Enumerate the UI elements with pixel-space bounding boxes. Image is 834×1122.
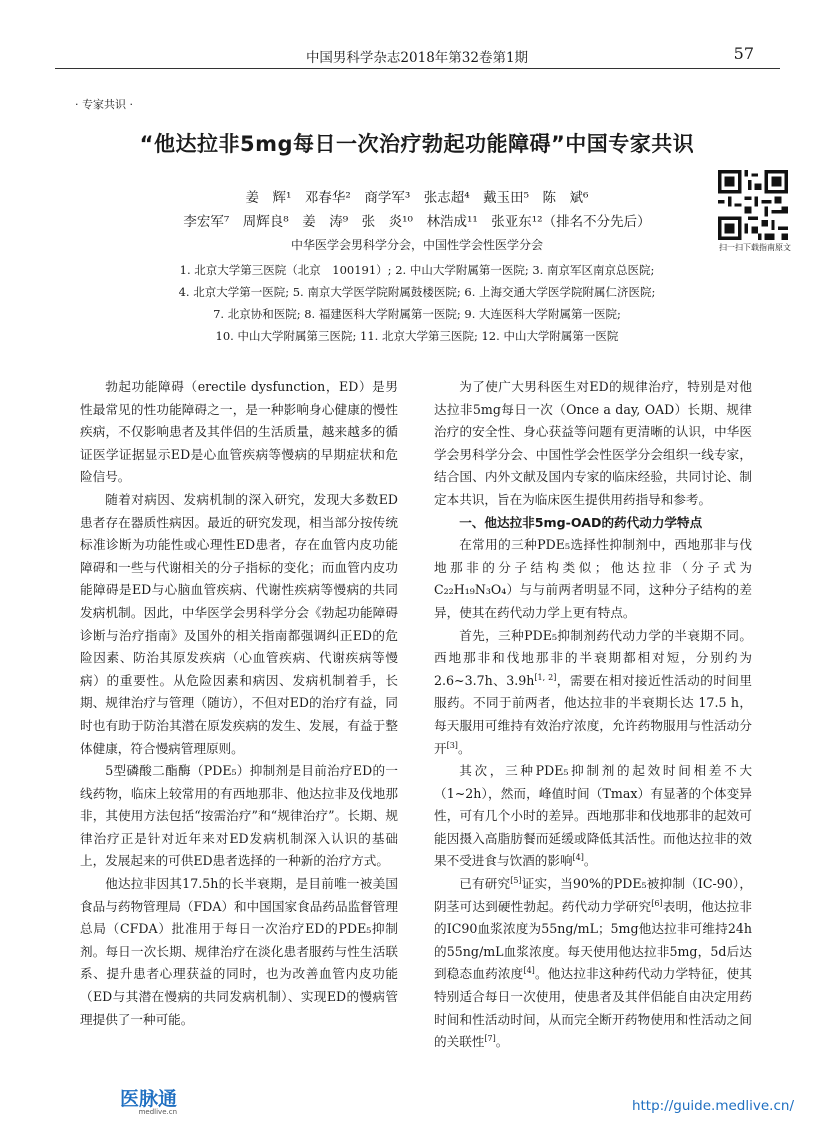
affiliation-4: 10. 中山大学附属第三医院; 11. 北京大学第三医院; 12. 中山大学附属第一医院: [215, 329, 619, 343]
citation[interactable]: [6]: [651, 898, 663, 908]
citation[interactable]: [5]: [510, 875, 522, 885]
paragraph: 在常用的三种PDE₅选择性抑制剂中，西地那非与伐地那非的分子结构类似；他达拉非（分子式为C₂₂H₁₉N₃O₄）与与前两者明显不同，这种分子结构的差异，使其在药代动力学上更有特点。: [434, 537, 752, 620]
affiliation-2: 4. 北京大学第一医院; 5. 南京大学医学院附属鼓楼医院; 6. 上海交通大学医学院附属仁济医院;: [178, 285, 656, 299]
qr-code[interactable]: [718, 170, 788, 240]
citation[interactable]: [1, 2]: [534, 672, 557, 682]
citation[interactable]: [4]: [572, 853, 584, 863]
header-rule: [55, 68, 780, 69]
text-run: 首先，三种PDE₅抑制剂药代动力学的半衰期不同。西地那非和伐地那非的半衰期都相对短，分别约为2.6~3.7h、3.9h: [434, 627, 752, 688]
article-title: “他达拉非5mg每日一次治疗勃起功能障碍”中国专家共识: [139, 132, 695, 156]
paragraph: 勃起功能障碍（erectile dysfunction，ED）是男性最常见的性功能障碍之一，是一种影响身心健康的慢性疾病，不仅影响患者及其伴侣的生活质量，越来越多的循证医学证据显示ED是心血管疾病等慢病的早期症状和危险信号。: [80, 379, 398, 485]
text-run: 已有研究: [459, 876, 511, 892]
paragraph: 其次，三种PDE₅抑制剂的起效时间相差不大（1~2h），然而，峰值时间（Tmax）有显著的个体变异性，可有几个小时的差异。西地那非和伐地那非的起效可能因摄入高脂肪餐而延缓或降低其活性。而他达拉非的效果不受进食与饮酒的影响[4]。: [434, 763, 752, 869]
section-heading: 一、他达拉非5mg-OAD的药代动力学特点: [459, 514, 703, 530]
logo-text: 医脉通: [120, 1088, 178, 1110]
affiliation-3: 7. 北京协和医院; 8. 福建医科大学附属第一医院; 9. 大连医科大学附属第一医院;: [213, 307, 621, 321]
right-column: [434, 376, 752, 1054]
paragraph: 为了使广大男科医生对ED的规律治疗，特别是对他达拉非5mg每日一次（Once a day, OAD）长期、规律治疗的安全性、身心获益等问题有更清晰的认识，中华医学会男科学分会、中国性学会性医学分会组织一线专家，结合国、内外文献及国内专家的临床经验，共同讨论、制定本共识，旨在为临床医生提供用药指导和参考。: [434, 379, 752, 507]
logo-subtext: medlive.cn: [138, 1108, 178, 1116]
running-header: 中国男科学杂志2018年第32卷第1期: [305, 50, 529, 66]
medlive-logo[interactable]: [120, 1084, 177, 1116]
text-run: 证实，当90%的PDE₅被抑制（IC-90），阴茎可达到硬性勃起。药代动力学研究: [434, 876, 752, 914]
paragraph: 随着对病因、发病机制的深入研究，发现大多数ED患者存在器质性病因。最近的研究发现，相当部分按传统标准诊断为功能性或心理性ED患者，存在血管内皮功能障碍和一些与代谢相关的分子指标的变化；而血管内皮功能障碍是ED与心脑血管疾病、代谢性疾病等慢病的共同发病机制。因此，中华医学会男科学分会《勃起功能障碍诊断与治疗指南》及国外的相关指南都强调纠正ED的危险因素、防治其原发疾病（心血管疾病、代谢疾病等慢病）的重要性。从危险因素和病因、发病机制着手，长期、规律治疗与管理（随访），不但对ED的治疗有益，同时也有助于防治其潜在原发疾病的发生、发展，有益于整体健康，符合慢病管理原则。: [80, 491, 398, 756]
organization: 中华医学会男科学分会，中国性学会性医学分会: [290, 238, 543, 252]
paragraph: 5型磷酸二酯酶（PDE₅）抑制剂是目前治疗ED的一线药物，临床上较常用的有西地那非、他达拉非及伐地那非，其使用方法包括“按需治疗”和“规律治疗”。长期、规律治疗正是针对近年来对ED发病机制深入认识的基础上，发展起来的可供ED患者选择的一种新的治疗方式。: [80, 763, 398, 869]
citation[interactable]: [4]: [523, 966, 535, 976]
page-number: 57: [733, 44, 754, 63]
text-run: 其次，三种PDE₅抑制剂的起效时间相差不大（1~2h），然而，峰值时间（Tmax）有显著的个体变异性，可有几个小时的差异。西地那非和伐地那非的起效可能因摄入高脂肪餐而延缓或降低其活性。而他达拉非的效果不受进食与饮酒的影响: [434, 763, 752, 869]
qr-caption: 扫一扫下载指南原文: [719, 243, 791, 252]
citation[interactable]: [7]: [484, 1034, 496, 1044]
footer-url-link[interactable]: http://guide.medlive.cn/: [631, 1098, 794, 1114]
authors-line-1: 姜 辉¹ 邓春华² 商学军³ 张志超⁴ 戴玉田⁵ 陈 斌⁶: [245, 190, 589, 206]
paragraph: 首先，三种PDE₅抑制剂药代动力学的半衰期不同。西地那非和伐地那非的半衰期都相对短，分别约为2.6~3.7h、3.9h[1, 2]，需要在相对接近性活动的时间里服药。不同于前两者，他达拉非的半衰期长达 17.5 h，每天服用可维持有效治疗浓度，允许药物服用与性活动分开[3]。: [434, 627, 753, 756]
text-run: 表明，他达拉非的IC90血浆浓度为55ng/mL；5mg他达拉非可维持24h的55ng/mL血浆浓度。每天使用他达拉非5mg，5d后达到稳态血药浓度: [434, 898, 753, 982]
citation[interactable]: [3]: [446, 740, 458, 750]
left-column: [80, 376, 398, 1031]
text-run: ，需要在相对接近性活动的时间里服药。不同于前两者，他达拉非的半衰期长达 17.5 h，每天服用可维持有效治疗浓度，允许药物服用与性活动分开: [434, 672, 753, 756]
text-run: 。他达拉非这种药代动力学特征，使其特别适合每日一次使用，使患者及其伴侣能自由决定用药时间和性活动时间，从而完全断开药物使用和性活动之间的关联性: [434, 966, 753, 1050]
authors-line-2: 李宏军⁷ 周辉良⁸ 姜 涛⁹ 张 炎¹⁰ 林浩成¹¹ 张亚东¹²（排名不分先后）: [183, 214, 651, 230]
affiliation-1: 1. 北京大学第三医院（北京 100191）; 2. 中山大学附属第一医院; 3. 南京军区南京总医院;: [179, 263, 655, 277]
section-tag: · 专家共识 ·: [75, 98, 133, 111]
paragraph: 他达拉非因其17.5h的长半衰期，是目前唯一被美国食品与药物管理局（FDA）和中国国家食品药品监督管理总局（CFDA）批准用于每日一次治疗ED的PDE₅抑制剂。每日一次长期、规律治疗在淡化患者服药与性生活联系、提升患者心理获益的同时，也为改善血管内皮功能（ED与其潜在慢病的共同发病机制）、实现ED的慢病管理提供了一种可能。: [80, 876, 398, 1027]
paragraph: 已有研究[5]证实，当90%的PDE₅被抑制（IC-90），阴茎可达到硬性勃起。药代动力学研究[6]表明，他达拉非的IC90血浆浓度为55ng/mL；5mg他达拉非可维持24h的55ng/mL血浆浓度。每天使用他达拉非5mg，5d后达到稳态血药浓度[4]。他达拉非这种药代动力学特征，使其特别适合每日一次使用，使患者及其伴侣能自由决定用药时间和性活动时间，从而完全断开药物使用和性活动之间的关联性[7]。: [434, 875, 753, 1050]
